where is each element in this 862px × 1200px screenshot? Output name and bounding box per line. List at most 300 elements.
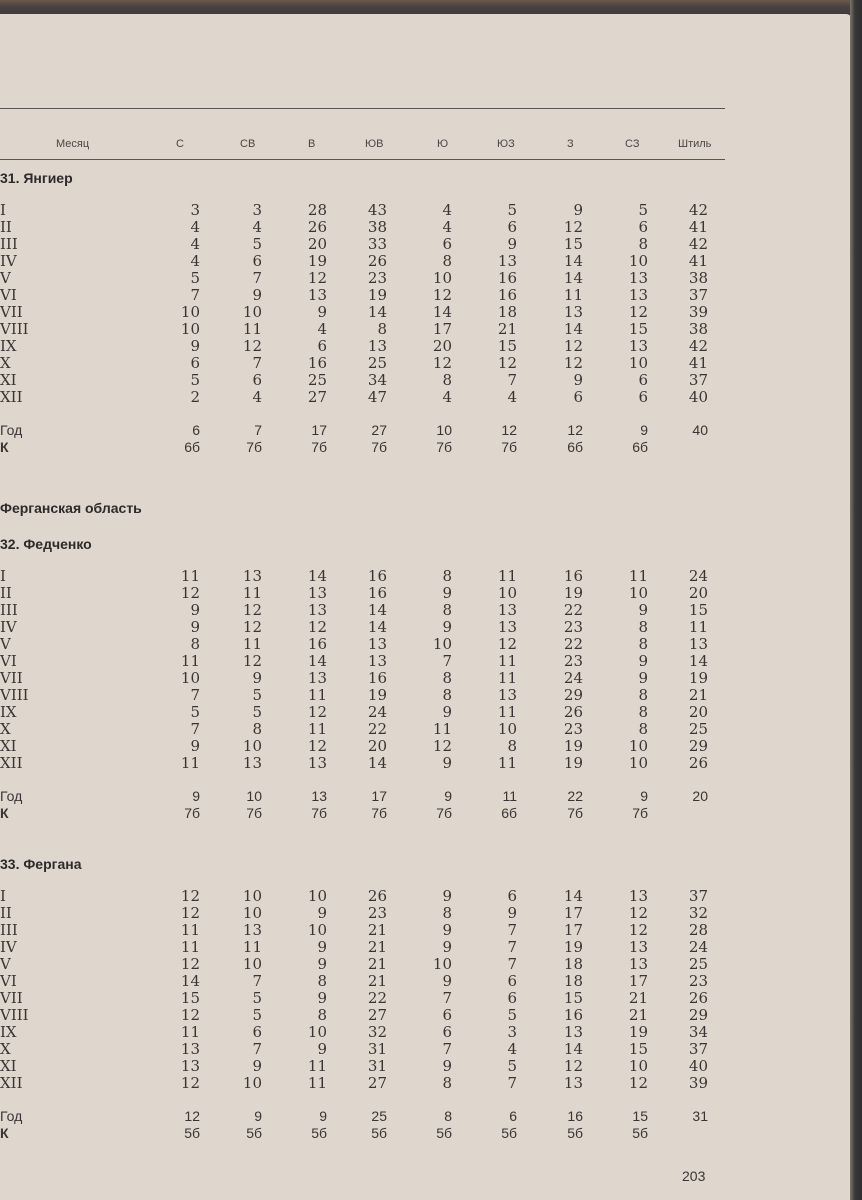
cell-value: 25: [688, 955, 708, 973]
cell-value: 9: [442, 1057, 452, 1075]
cell-value: 13: [367, 652, 387, 670]
row-label: II: [0, 218, 12, 236]
row-label: VIII: [0, 320, 29, 338]
col-header-ne: СВ: [240, 138, 256, 150]
cell-value: 11: [180, 652, 200, 670]
cell-value: 21: [367, 921, 387, 939]
cell-value: 29: [688, 737, 708, 755]
cell-value: 4: [317, 320, 327, 338]
cell-value: 13: [307, 754, 327, 772]
cell-value: 13: [497, 601, 517, 619]
cell-value: 41: [688, 354, 708, 372]
cell-value: 11: [432, 720, 452, 738]
cell-value: 12: [242, 337, 262, 355]
cell-value: 9: [573, 371, 583, 389]
cell-value: 15: [180, 989, 200, 1007]
cell-value: 10: [242, 737, 262, 755]
cell-value: 10: [180, 669, 200, 687]
row-label: XI: [0, 737, 17, 755]
cell-value: 9: [317, 904, 327, 922]
cell-value: 7: [442, 652, 452, 670]
cell-value: 43: [367, 201, 387, 219]
cell-value: 28: [688, 921, 708, 939]
cell-value: 16: [307, 354, 327, 372]
table-top-rule: [0, 108, 725, 109]
table-header: [0, 138, 740, 158]
cell-value: 14: [367, 618, 387, 636]
cell-value: 10: [246, 788, 262, 804]
cell-value: 10: [497, 720, 517, 738]
cell-value: 12: [180, 584, 200, 602]
cell-value: 27: [307, 388, 327, 406]
cell-value: 4: [507, 388, 517, 406]
cell-value: 16: [307, 635, 327, 653]
cell-value: 19: [307, 252, 327, 270]
cell-value: 13: [497, 686, 517, 704]
book-page: [0, 14, 852, 1200]
row-label: XII: [0, 754, 23, 772]
cell-value: 6б: [567, 439, 583, 455]
page-number: 203: [682, 1168, 706, 1184]
cell-value: 9: [252, 286, 262, 304]
row-label: К: [0, 439, 9, 455]
table-row: [0, 636, 740, 653]
cell-value: 31: [692, 1108, 708, 1124]
cell-value: 9: [640, 788, 648, 804]
cell-value: 19: [367, 286, 387, 304]
cell-value: 26: [563, 703, 583, 721]
k-row: [0, 439, 740, 456]
cell-value: 24: [367, 703, 387, 721]
cell-value: 6: [317, 337, 327, 355]
cell-value: 9: [638, 601, 648, 619]
cell-value: 38: [688, 320, 708, 338]
cell-value: 31: [367, 1057, 387, 1075]
cell-value: 6: [442, 1006, 452, 1024]
cell-value: 42: [688, 235, 708, 253]
cell-value: 10: [307, 921, 327, 939]
cell-value: 5б: [311, 1125, 327, 1141]
cell-value: 10: [307, 887, 327, 905]
cell-value: 12: [180, 887, 200, 905]
row-label: IX: [0, 1023, 17, 1041]
row-label: V: [0, 635, 11, 653]
cell-value: 3: [507, 1023, 517, 1041]
row-label: Год: [0, 1108, 23, 1124]
cell-value: 21: [497, 320, 517, 338]
row-label: XII: [0, 388, 23, 406]
cell-value: 3: [252, 201, 262, 219]
cell-value: 8: [507, 737, 517, 755]
row-label: II: [0, 904, 12, 922]
table-row: [0, 755, 740, 772]
cell-value: 10: [432, 269, 452, 287]
cell-value: 9: [442, 754, 452, 772]
cell-value: 6: [509, 1108, 517, 1124]
cell-value: 5: [190, 703, 200, 721]
cell-value: 12: [242, 652, 262, 670]
row-label: VI: [0, 652, 17, 670]
row-label: V: [0, 955, 11, 973]
cell-value: 38: [688, 269, 708, 287]
cell-value: 12: [432, 286, 452, 304]
cell-value: 9: [252, 1057, 262, 1075]
cell-value: 11: [180, 1023, 200, 1041]
cell-value: 29: [688, 1006, 708, 1024]
cell-value: 4: [442, 388, 452, 406]
cell-value: 13: [307, 286, 327, 304]
cell-value: 5: [252, 686, 262, 704]
table-row: [0, 653, 740, 670]
cell-value: 13: [242, 754, 262, 772]
cell-value: 11: [497, 669, 517, 687]
cell-value: 11: [242, 320, 262, 338]
cell-value: 12: [628, 904, 648, 922]
cell-value: 21: [367, 955, 387, 973]
cell-value: 20: [688, 703, 708, 721]
cell-value: 15: [563, 235, 583, 253]
cell-value: 11: [307, 686, 327, 704]
cell-value: 6: [638, 388, 648, 406]
row-label: VII: [0, 989, 23, 1007]
cell-value: 32: [367, 1023, 387, 1041]
cell-value: 14: [563, 252, 583, 270]
cell-value: 26: [688, 754, 708, 772]
cell-value: 15: [628, 1040, 648, 1058]
table-row: [0, 568, 740, 585]
cell-value: 14: [688, 652, 708, 670]
cell-value: 9: [252, 669, 262, 687]
row-label: XI: [0, 371, 17, 389]
cell-value: 14: [307, 567, 327, 585]
cell-value: 8: [442, 1074, 452, 1092]
cell-value: 9: [442, 972, 452, 990]
cell-value: 21: [628, 1006, 648, 1024]
cell-value: 22: [567, 788, 583, 804]
cell-value: 10: [628, 354, 648, 372]
table-row: [0, 721, 740, 738]
cell-value: 7б: [501, 439, 517, 455]
row-label: VIII: [0, 686, 29, 704]
cell-value: 14: [563, 269, 583, 287]
cell-value: 17: [563, 904, 583, 922]
cell-value: 13: [628, 269, 648, 287]
cell-value: 7б: [184, 805, 200, 821]
cell-value: 25: [367, 354, 387, 372]
cell-value: 7: [252, 269, 262, 287]
cell-value: 9: [317, 1040, 327, 1058]
cell-value: 16: [563, 567, 583, 585]
cell-value: 25: [307, 371, 327, 389]
cell-value: 9: [254, 1108, 262, 1124]
cell-value: 9: [638, 669, 648, 687]
cell-value: 6: [192, 422, 200, 438]
k-row: [0, 805, 740, 822]
cell-value: 9: [640, 422, 648, 438]
cell-value: 37: [688, 371, 708, 389]
cell-value: 18: [497, 303, 517, 321]
cell-value: 18: [563, 972, 583, 990]
cell-value: 9: [507, 904, 517, 922]
cell-value: 19: [688, 669, 708, 687]
cell-value: 6б: [632, 439, 648, 455]
table-row: [0, 687, 740, 704]
cell-value: 13: [242, 921, 262, 939]
cell-value: 8: [317, 972, 327, 990]
table-row: [0, 704, 740, 721]
cell-value: 14: [180, 972, 200, 990]
cell-value: 11: [497, 652, 517, 670]
cell-value: 15: [497, 337, 517, 355]
cell-value: 11: [180, 754, 200, 772]
cell-value: 8: [638, 635, 648, 653]
cell-value: 5: [638, 201, 648, 219]
cell-value: 11: [242, 584, 262, 602]
cell-value: 5: [507, 1057, 517, 1075]
cell-value: 14: [367, 754, 387, 772]
cell-value: 34: [367, 371, 387, 389]
cell-value: 13: [367, 337, 387, 355]
table-row: [0, 1075, 740, 1092]
cell-value: 5: [190, 269, 200, 287]
k-row: [0, 1125, 740, 1142]
cell-value: 38: [367, 218, 387, 236]
cell-value: 13: [563, 303, 583, 321]
cell-value: 10: [242, 887, 262, 905]
cell-value: 8: [377, 320, 387, 338]
cell-value: 7б: [632, 805, 648, 821]
col-header-month: Месяц: [56, 138, 90, 150]
cell-value: 12: [180, 1074, 200, 1092]
col-header-sw: ЮЗ: [497, 138, 515, 150]
cell-value: 16: [567, 1108, 583, 1124]
cell-value: 11: [307, 1074, 327, 1092]
cell-value: 6: [638, 371, 648, 389]
cell-value: 23: [688, 972, 708, 990]
cell-value: 9: [442, 703, 452, 721]
cell-value: 12: [628, 921, 648, 939]
cell-value: 5: [507, 1006, 517, 1024]
cell-value: 19: [367, 686, 387, 704]
table-row: [0, 355, 740, 372]
cell-value: 7б: [246, 805, 262, 821]
cell-value: 22: [563, 601, 583, 619]
cell-value: 12: [563, 354, 583, 372]
cell-value: 8: [442, 252, 452, 270]
cell-value: 20: [307, 235, 327, 253]
cell-value: 6: [507, 972, 517, 990]
cell-value: 13: [688, 635, 708, 653]
row-label: X: [0, 1040, 11, 1058]
cell-value: 5б: [246, 1125, 262, 1141]
cell-value: 7б: [371, 805, 387, 821]
cell-value: 6б: [184, 439, 200, 455]
cell-value: 7б: [436, 439, 452, 455]
cell-value: 21: [688, 686, 708, 704]
cell-value: 2: [190, 388, 200, 406]
cell-value: 13: [311, 788, 327, 804]
cell-value: 4: [507, 1040, 517, 1058]
cell-value: 7: [190, 720, 200, 738]
cell-value: 5б: [436, 1125, 452, 1141]
cell-value: 14: [563, 887, 583, 905]
cell-value: 6: [442, 235, 452, 253]
cell-value: 25: [688, 720, 708, 738]
cell-value: 8: [252, 720, 262, 738]
row-label: VI: [0, 972, 17, 990]
cell-value: 9: [319, 1108, 327, 1124]
region-title: Ферганская область: [0, 500, 142, 516]
table-row: [0, 939, 740, 956]
cell-value: 3: [190, 201, 200, 219]
cell-value: 9: [317, 955, 327, 973]
cell-value: 32: [688, 904, 708, 922]
row-label: I: [0, 201, 6, 219]
row-label: IV: [0, 618, 17, 636]
row-label: VIII: [0, 1006, 29, 1024]
cell-value: 14: [563, 1040, 583, 1058]
cell-value: 4: [252, 218, 262, 236]
cell-value: 10: [628, 1057, 648, 1075]
cell-value: 19: [628, 1023, 648, 1041]
cell-value: 8: [638, 618, 648, 636]
cell-value: 10: [180, 320, 200, 338]
row-label: VII: [0, 303, 23, 321]
cell-value: 7: [442, 989, 452, 1007]
table-row: [0, 922, 740, 939]
row-label: III: [0, 601, 18, 619]
cell-value: 19: [563, 754, 583, 772]
cell-value: 5б: [567, 1125, 583, 1141]
cell-value: 6: [252, 252, 262, 270]
cell-value: 39: [688, 1074, 708, 1092]
cell-value: 5б: [632, 1125, 648, 1141]
cell-value: 9: [507, 235, 517, 253]
col-header-se: ЮВ: [365, 138, 384, 150]
cell-value: 7: [252, 972, 262, 990]
cell-value: 13: [563, 1023, 583, 1041]
row-label: Год: [0, 788, 23, 804]
station-title: 33. Фергана: [0, 856, 82, 872]
cell-value: 20: [692, 788, 708, 804]
cell-value: 7: [442, 1040, 452, 1058]
cell-value: 12: [497, 354, 517, 372]
table-row: [0, 1058, 740, 1075]
cell-value: 11: [180, 567, 200, 585]
cell-value: 11: [563, 286, 583, 304]
table-row: [0, 973, 740, 990]
cell-value: 13: [628, 955, 648, 973]
cell-value: 16: [367, 567, 387, 585]
table-row: [0, 304, 740, 321]
table-row: [0, 202, 740, 219]
cell-value: 23: [563, 720, 583, 738]
cell-value: 15: [688, 601, 708, 619]
cell-value: 12: [563, 218, 583, 236]
cell-value: 8: [442, 686, 452, 704]
cell-value: 13: [180, 1040, 200, 1058]
cell-value: 8: [638, 686, 648, 704]
row-label: IX: [0, 703, 17, 721]
col-header-s: Ю: [437, 138, 449, 150]
cell-value: 11: [497, 567, 517, 585]
year-row: [0, 1108, 740, 1125]
cell-value: 26: [367, 252, 387, 270]
cell-value: 7б: [567, 805, 583, 821]
cell-value: 14: [367, 303, 387, 321]
cell-value: 10: [432, 635, 452, 653]
row-label: VI: [0, 286, 17, 304]
cell-value: 26: [367, 887, 387, 905]
cell-value: 9: [190, 601, 200, 619]
cell-value: 24: [688, 567, 708, 585]
cell-value: 13: [628, 887, 648, 905]
cell-value: 31: [367, 1040, 387, 1058]
cell-value: 12: [432, 354, 452, 372]
cell-value: 8: [638, 703, 648, 721]
cell-value: 7: [507, 955, 517, 973]
cell-value: 42: [688, 201, 708, 219]
cell-value: 12: [242, 618, 262, 636]
cell-value: 10: [628, 737, 648, 755]
cell-value: 9: [442, 921, 452, 939]
cell-value: 12: [628, 303, 648, 321]
table-row: [0, 1007, 740, 1024]
cell-value: 17: [432, 320, 452, 338]
cell-value: 10: [432, 955, 452, 973]
cell-value: 13: [307, 601, 327, 619]
cell-value: 17: [563, 921, 583, 939]
cell-value: 29: [563, 686, 583, 704]
cell-value: 10: [242, 303, 262, 321]
cell-value: 6: [190, 354, 200, 372]
table-row: [0, 905, 740, 922]
cell-value: 12: [501, 422, 517, 438]
cell-value: 9: [442, 584, 452, 602]
cell-value: 13: [563, 1074, 583, 1092]
cell-value: 13: [628, 337, 648, 355]
cell-value: 14: [563, 320, 583, 338]
cell-value: 27: [367, 1006, 387, 1024]
row-label: XI: [0, 1057, 17, 1075]
cell-value: 11: [502, 788, 517, 804]
cell-value: 34: [688, 1023, 708, 1041]
cell-value: 26: [688, 989, 708, 1007]
cell-value: 28: [307, 201, 327, 219]
cell-value: 8: [638, 720, 648, 738]
cell-value: 5: [190, 371, 200, 389]
table-row: [0, 1041, 740, 1058]
cell-value: 10: [628, 584, 648, 602]
book-right-edge: [850, 0, 862, 1200]
cell-value: 41: [688, 218, 708, 236]
cell-value: 9: [573, 201, 583, 219]
cell-value: 40: [692, 422, 708, 438]
row-label: XII: [0, 1074, 23, 1092]
cell-value: 13: [628, 286, 648, 304]
col-header-calm: Штиль: [678, 138, 712, 150]
cell-value: 5: [252, 703, 262, 721]
table-row: [0, 888, 740, 905]
cell-value: 4: [442, 201, 452, 219]
table-row: [0, 619, 740, 636]
cell-value: 33: [367, 235, 387, 253]
row-label: III: [0, 235, 18, 253]
cell-value: 13: [242, 567, 262, 585]
cell-value: 4: [442, 218, 452, 236]
table-row: [0, 602, 740, 619]
cell-value: 8: [442, 601, 452, 619]
